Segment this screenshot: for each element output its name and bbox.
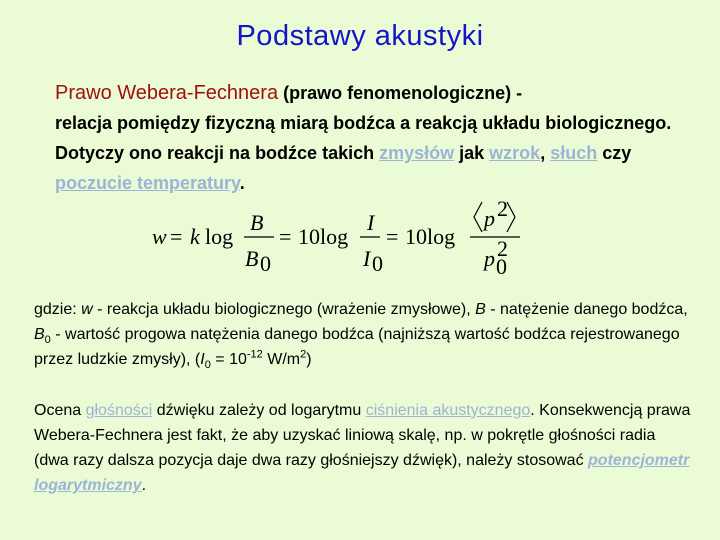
def-B: B bbox=[475, 301, 486, 318]
law-name: Prawo Webera-Fechnera bbox=[55, 82, 279, 104]
formula-I: I bbox=[367, 210, 375, 235]
formula-eq: = bbox=[170, 224, 183, 249]
def-text: W/m bbox=[262, 351, 301, 368]
formula-log: log bbox=[427, 224, 456, 249]
def-text: = 10 bbox=[210, 351, 247, 368]
def-text: gdzie: bbox=[34, 301, 82, 318]
def-sub0: 0 bbox=[44, 334, 51, 347]
formula-log: log bbox=[320, 224, 349, 249]
def-text: - reakcja układu biologicznego (wrażenie zmysłowe), bbox=[92, 301, 476, 318]
formula-sup2: 2 bbox=[497, 236, 508, 261]
formula-B: B bbox=[250, 210, 264, 235]
conclusion-text: . Konsekwencją prawa Webera-Fechnera jest fakt, że aby uzyskać liniową skalę, np. w pokrętle głośności radia (dwa razy dalsza pozycja daje dwa razy głośniejszy dźwięk), należy stosować bbox=[34, 402, 691, 469]
formula-p: p bbox=[484, 206, 495, 231]
def-text: - wartość progowa natężenia danego bodźca (najniższą wartość bodźca rejestrowanego przez ludzkie zmysły), ( bbox=[34, 326, 680, 368]
def-sq: 2 bbox=[300, 348, 307, 361]
intro-text: jak bbox=[454, 143, 490, 163]
def-sub0: 0 bbox=[204, 359, 211, 372]
definitions-paragraph bbox=[34, 297, 694, 372]
link-cisnienia-akustycznego[interactable]: ciśnienia akustycznego bbox=[365, 402, 531, 419]
formula-I0: I bbox=[363, 246, 371, 271]
intro-text: relacja pomiędzy fizyczną miarą bodźca a reakcją układu biologicznego. Dotyczy ono reakcji na bodźce takich bbox=[55, 113, 672, 163]
angle-bracket-left bbox=[474, 202, 482, 232]
formula-sup2: 2 bbox=[497, 196, 508, 221]
intro-paragraph bbox=[55, 78, 695, 198]
link-sluch[interactable]: słuch bbox=[550, 143, 598, 163]
formula-ten: 10 bbox=[405, 224, 427, 249]
formula-eq: = bbox=[386, 224, 399, 249]
weber-fechner-formula bbox=[150, 196, 530, 280]
formula-log: log bbox=[205, 224, 234, 249]
formula-ten: 10 bbox=[298, 224, 320, 249]
def-text: - natężenie danego bodźca, bbox=[485, 301, 688, 318]
intro-text: . bbox=[239, 173, 245, 193]
angle-bracket-right bbox=[507, 202, 515, 232]
intro-text: czy bbox=[597, 143, 632, 163]
def-w: w bbox=[81, 301, 93, 318]
formula-k: k bbox=[190, 224, 200, 249]
link-glosnosci[interactable]: głośności bbox=[85, 402, 153, 419]
formula-eq: = bbox=[279, 224, 292, 249]
page-title: Podstawy akustyki bbox=[236, 20, 484, 52]
formula-sub0: 0 bbox=[496, 254, 507, 279]
formula-sub0: 0 bbox=[372, 251, 383, 276]
intro-text: , bbox=[540, 143, 551, 163]
conclusion-text: Ocena bbox=[34, 402, 86, 419]
conclusion-text: dźwięku zależy od logarytmu bbox=[152, 402, 366, 419]
formula-sub0: 0 bbox=[260, 251, 271, 276]
link-wzrok[interactable]: wzrok bbox=[489, 143, 541, 163]
def-text: ) bbox=[306, 351, 312, 368]
conclusion-paragraph bbox=[34, 398, 694, 498]
link-zmyslow[interactable]: zmysłów bbox=[379, 143, 455, 163]
link-poczucie-temperatury[interactable]: poczucie temperatury bbox=[55, 173, 240, 193]
formula-B0: B bbox=[245, 246, 259, 271]
law-alt-name: (prawo fenomenologiczne) - bbox=[278, 83, 523, 103]
formula-w: w bbox=[152, 224, 167, 249]
def-B0: B bbox=[34, 326, 45, 343]
formula-p0: p bbox=[484, 246, 495, 271]
conclusion-text: . bbox=[141, 477, 147, 494]
link-potencjometr-logarytmiczny[interactable]: potencjometr logarytmiczny bbox=[34, 452, 690, 494]
def-exponent: -12 bbox=[246, 348, 263, 361]
def-I0: I bbox=[200, 351, 205, 368]
